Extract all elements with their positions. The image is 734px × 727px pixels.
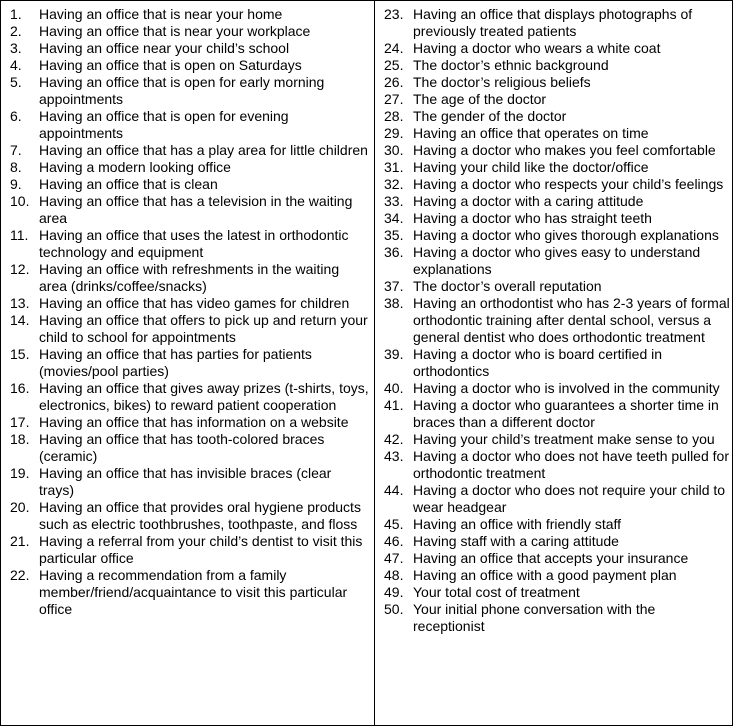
item-text: Having an office that operates on time xyxy=(413,125,649,141)
item-text: Having a doctor with a caring attitude xyxy=(413,193,644,209)
item-number: 38. xyxy=(384,295,404,311)
item-text: Having an orthodontist who has 2-3 years of formal orthodontic training after dental school, versus a general dentist who does orthodontic treatment xyxy=(413,295,730,345)
item-text: Having an office that is open for early morning appointments xyxy=(39,74,325,107)
item-number: 19. xyxy=(10,465,30,481)
item-text: The doctor’s overall reputation xyxy=(413,278,602,294)
item-number: 36. xyxy=(384,244,404,260)
item-text: Having a doctor who respects your child’s feelings xyxy=(413,176,724,192)
list-item xyxy=(10,346,370,380)
item-number: 4. xyxy=(10,57,22,73)
item-text: Having an office that has a play area for little children xyxy=(39,142,368,158)
item-text: Having an office that gives away prizes (t-shirts, toys, electronics, bikes) to reward patient cooperation xyxy=(39,380,369,413)
item-text: Having a doctor who has straight teeth xyxy=(413,210,652,226)
item-text: Having a doctor who makes you feel comfortable xyxy=(413,142,716,158)
item-text: Having a doctor who does not require your child to wear headgear xyxy=(413,482,726,515)
list-item xyxy=(10,567,370,618)
list-item xyxy=(384,550,730,567)
list-item xyxy=(10,176,370,193)
item-number: 14. xyxy=(10,312,30,328)
list-item xyxy=(10,533,370,567)
item-text: The gender of the doctor xyxy=(413,108,567,124)
item-text: Having your child like the doctor/office xyxy=(413,159,649,175)
list-item xyxy=(10,193,370,227)
item-number: 6. xyxy=(10,108,22,124)
item-number: 7. xyxy=(10,142,22,158)
item-text: Having an office with a good payment plan xyxy=(413,567,677,583)
list-item xyxy=(384,346,730,380)
item-number: 23. xyxy=(384,6,404,22)
list-item xyxy=(10,227,370,261)
list-item xyxy=(10,40,370,57)
list-item xyxy=(10,499,370,533)
item-number: 39. xyxy=(384,346,404,362)
item-text: Having a doctor who guarantees a shorter time in braces than a different doctor xyxy=(413,397,719,430)
list-item xyxy=(10,57,370,74)
item-text: Having a referral from your child’s dentist to visit this particular office xyxy=(39,533,363,566)
item-text: Having an office that uses the latest in orthodontic technology and equipment xyxy=(39,227,349,260)
item-text: Having your child’s treatment make sense to you xyxy=(413,431,715,447)
list-item xyxy=(384,584,730,601)
list-item xyxy=(384,482,730,516)
item-number: 47. xyxy=(384,550,404,566)
item-text: Having a doctor who is involved in the community xyxy=(413,380,720,396)
item-number: 17. xyxy=(10,414,30,430)
item-text: Having an office that is clean xyxy=(39,176,218,192)
item-number: 33. xyxy=(384,193,404,209)
list-item xyxy=(10,6,370,23)
list-item xyxy=(384,159,730,176)
list-item xyxy=(384,227,730,244)
item-number: 28. xyxy=(384,108,404,124)
item-number: 11. xyxy=(10,227,29,243)
item-number: 5. xyxy=(10,74,22,90)
item-number: 34. xyxy=(384,210,404,226)
item-text: Having an office that has tooth-colored braces (ceramic) xyxy=(39,431,325,464)
item-text: Having a doctor who does not have teeth pulled for orthodontic treatment xyxy=(413,448,729,481)
item-text: The age of the doctor xyxy=(413,91,547,107)
list-item xyxy=(384,533,730,550)
list-item xyxy=(384,125,730,142)
item-number: 46. xyxy=(384,533,404,549)
list-item xyxy=(384,108,730,125)
item-text: Having an office that has invisible braces (clear trays) xyxy=(39,465,332,498)
item-number: 1. xyxy=(10,6,22,22)
item-number: 9. xyxy=(10,176,22,192)
item-text: Having an office that is near your home xyxy=(39,6,283,22)
item-number: 26. xyxy=(384,74,404,90)
list-item xyxy=(10,312,370,346)
list-item xyxy=(10,159,370,176)
item-text: Having a doctor who is board certified in orthodontics xyxy=(413,346,663,379)
item-text: Your initial phone conversation with the receptionist xyxy=(413,601,656,634)
list-item xyxy=(384,431,730,448)
item-number: 2. xyxy=(10,23,22,39)
list-item xyxy=(384,193,730,210)
item-text: Having a recommendation from a family member/friend/acquaintance to visit this particular office xyxy=(39,567,348,617)
item-text: The doctor’s religious beliefs xyxy=(413,74,591,90)
list-item xyxy=(384,142,730,159)
right-column xyxy=(375,1,732,725)
list-item xyxy=(384,57,730,74)
item-number: 42. xyxy=(384,431,404,447)
item-number: 37. xyxy=(384,278,404,294)
list-item xyxy=(384,40,730,57)
list-item xyxy=(384,91,730,108)
item-number: 44. xyxy=(384,482,404,498)
list-item xyxy=(10,108,370,142)
item-text: Having an office that offers to pick up and return your child to school for appointments xyxy=(39,312,368,345)
list-item xyxy=(384,6,730,40)
item-number: 45. xyxy=(384,516,404,532)
item-text: Having an office that has video games for children xyxy=(39,295,350,311)
item-text: Having an office with friendly staff xyxy=(413,516,622,532)
list-item xyxy=(384,567,730,584)
list-item xyxy=(384,601,730,635)
item-text: Your total cost of treatment xyxy=(413,584,580,600)
item-number: 18. xyxy=(10,431,30,447)
item-number: 31. xyxy=(384,159,404,175)
list-item xyxy=(384,278,730,295)
item-text: Having an office that accepts your insurance xyxy=(413,550,689,566)
item-number: 10. xyxy=(10,193,30,209)
item-text: Having an office that displays photographs of previously treated patients xyxy=(413,6,693,39)
item-text: Having an office near your child’s school xyxy=(39,40,290,56)
item-number: 8. xyxy=(10,159,22,175)
item-number: 16. xyxy=(10,380,30,396)
list-item xyxy=(384,516,730,533)
item-number: 3. xyxy=(10,40,22,56)
item-text: The doctor’s ethnic background xyxy=(413,57,609,73)
left-column xyxy=(1,1,375,725)
list-item xyxy=(10,142,370,159)
list-item xyxy=(384,244,730,278)
list-item xyxy=(384,295,730,346)
list-item xyxy=(384,397,730,431)
item-text: Having an office that has information on a website xyxy=(39,414,349,430)
item-number: 20. xyxy=(10,499,30,515)
item-number: 22. xyxy=(10,567,30,583)
list-item xyxy=(384,176,730,193)
item-number: 13. xyxy=(10,295,30,311)
list-item xyxy=(384,74,730,91)
item-number: 27. xyxy=(384,91,404,107)
item-number: 25. xyxy=(384,57,404,73)
item-number: 15. xyxy=(10,346,30,362)
item-number: 29. xyxy=(384,125,404,141)
item-number: 12. xyxy=(10,261,30,277)
list-item xyxy=(10,431,370,465)
item-text: Having an office that is open on Saturdays xyxy=(39,57,302,73)
item-number: 32. xyxy=(384,176,404,192)
item-text: Having staff with a caring attitude xyxy=(413,533,619,549)
item-text: Having an office that provides oral hygiene products such as electric toothbrushes, toothpaste, and floss xyxy=(39,499,361,532)
item-text: Having a doctor who gives easy to understand explanations xyxy=(413,244,701,277)
list-item xyxy=(384,210,730,227)
list-item xyxy=(10,380,370,414)
list-item xyxy=(384,380,730,397)
item-number: 43. xyxy=(384,448,404,464)
item-text: Having an office with refreshments in the waiting area (drinks/coffee/snacks) xyxy=(39,261,340,294)
item-number: 21. xyxy=(10,533,30,549)
item-number: 35. xyxy=(384,227,404,243)
list-item xyxy=(10,261,370,295)
item-text: Having a doctor who gives thorough explanations xyxy=(413,227,719,243)
item-text: Having a modern looking office xyxy=(39,159,231,175)
list-item xyxy=(10,74,370,108)
item-number: 24. xyxy=(384,40,404,56)
item-number: 41. xyxy=(384,397,404,413)
item-text: Having an office that has parties for patients (movies/pool parties) xyxy=(39,346,312,379)
list-item xyxy=(10,465,370,499)
item-text: Having an office that is open for evening appointments xyxy=(39,108,289,141)
item-number: 40. xyxy=(384,380,404,396)
item-number: 49. xyxy=(384,584,404,600)
item-text: Having an office that has a television in the waiting area xyxy=(39,193,353,226)
list-item xyxy=(10,295,370,312)
list-item xyxy=(384,448,730,482)
list-item xyxy=(10,414,370,431)
list-item xyxy=(10,23,370,40)
item-number: 48. xyxy=(384,567,404,583)
item-text: Having a doctor who wears a white coat xyxy=(413,40,661,56)
item-text: Having an office that is near your workplace xyxy=(39,23,311,39)
item-number: 50. xyxy=(384,601,404,617)
item-number: 30. xyxy=(384,142,404,158)
